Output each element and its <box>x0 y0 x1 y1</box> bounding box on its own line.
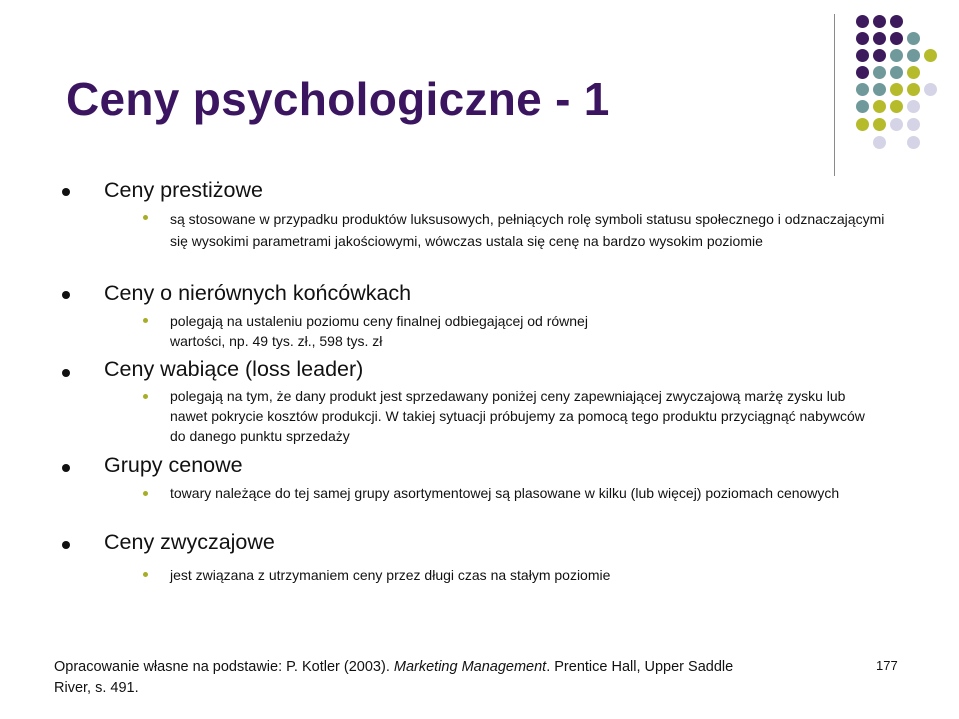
decor-dot <box>890 118 903 131</box>
decor-dot <box>890 100 903 113</box>
sub-bullet <box>143 318 148 323</box>
citation-suffix: . Prentice Hall, Upper Saddle River, s. 491. <box>54 659 734 696</box>
decor-dot <box>924 83 937 96</box>
sub-bullet <box>143 491 148 496</box>
sub-bullet <box>143 215 148 220</box>
decor-dot <box>873 100 886 113</box>
decor-dot <box>873 49 886 62</box>
bullet-heading: Ceny o nierównych końcówkach <box>104 281 412 305</box>
decor-dot <box>873 32 886 45</box>
bullet-detail: jest związana z utrzymaniem ceny przez długi czas na stałym poziomie <box>170 567 611 583</box>
bullet <box>62 188 70 196</box>
sub-bullet <box>143 572 148 577</box>
bullet-detail: polegają na tym, że dany produkt jest sprzedawany poniżej ceny zapewniającej zwyczajową marżę zysku lub nawet pokrycie kosztów produkcji. W takiej sytuacji próbujemy za pomocą tego produktu przyciągnąć nabywców do danego punktu sprzedaży <box>170 388 865 444</box>
decor-dot <box>856 32 869 45</box>
decor-dot <box>890 15 903 28</box>
decor-dot <box>873 118 886 131</box>
sub-bullet <box>143 394 148 399</box>
decor-dot <box>907 136 920 149</box>
decor-dot <box>890 49 903 62</box>
bullet-heading: Ceny zwyczajowe <box>104 530 275 554</box>
bullet-heading: Ceny wabiące (loss leader) <box>104 357 364 381</box>
bullet <box>62 369 70 377</box>
decor-dot <box>873 83 886 96</box>
bullet <box>62 464 70 472</box>
decor-dot <box>907 83 920 96</box>
decor-dot <box>907 32 920 45</box>
decor-dot <box>856 100 869 113</box>
decor-dot <box>856 15 869 28</box>
decor-dot <box>873 15 886 28</box>
decor-dot <box>873 136 886 149</box>
decor-dot <box>907 118 920 131</box>
bullet-heading: Ceny prestiżowe <box>104 178 263 202</box>
citation-book-title: Marketing Management <box>393 659 547 675</box>
decor-dot <box>856 49 869 62</box>
bullet-detail: są stosowane w przypadku produktów luksusowych, pełniących rolę symboli statusu społecznego i odznaczającymi się wysokimi parametrami jakościowymi, wówczas ustala się cenę na bardzo wysokim poziomie <box>170 211 885 249</box>
slide-title: Ceny psychologiczne - 1 <box>66 73 610 125</box>
bullet <box>62 291 70 299</box>
bullet <box>62 541 70 549</box>
bullet-heading: Grupy cenowe <box>104 453 243 477</box>
decor-dot <box>890 66 903 79</box>
decor-dot <box>890 32 903 45</box>
decor-dot <box>907 49 920 62</box>
decor-dot <box>873 66 886 79</box>
decor-dot <box>907 66 920 79</box>
decor-dot <box>890 83 903 96</box>
bullet-detail: polegają na ustaleniu poziomu ceny finalnej odbiegającej od równej wartości, np. 49 tys. zł., 598 tys. zł <box>170 313 588 349</box>
decorative-dot-grid <box>0 0 959 200</box>
decor-dot <box>856 118 869 131</box>
decor-dot <box>924 49 937 62</box>
source-citation <box>54 657 754 699</box>
page-number: 177 <box>876 658 898 673</box>
bullet-detail: towary należące do tej samej grupy asortymentowej są plasowane w kilku (lub więcej) poziomach cenowych <box>170 485 840 501</box>
citation-prefix: Opracowanie własne na podstawie: P. Kotler (2003). <box>54 659 394 675</box>
decor-dot <box>856 66 869 79</box>
decor-dot <box>907 100 920 113</box>
decor-dot <box>856 83 869 96</box>
